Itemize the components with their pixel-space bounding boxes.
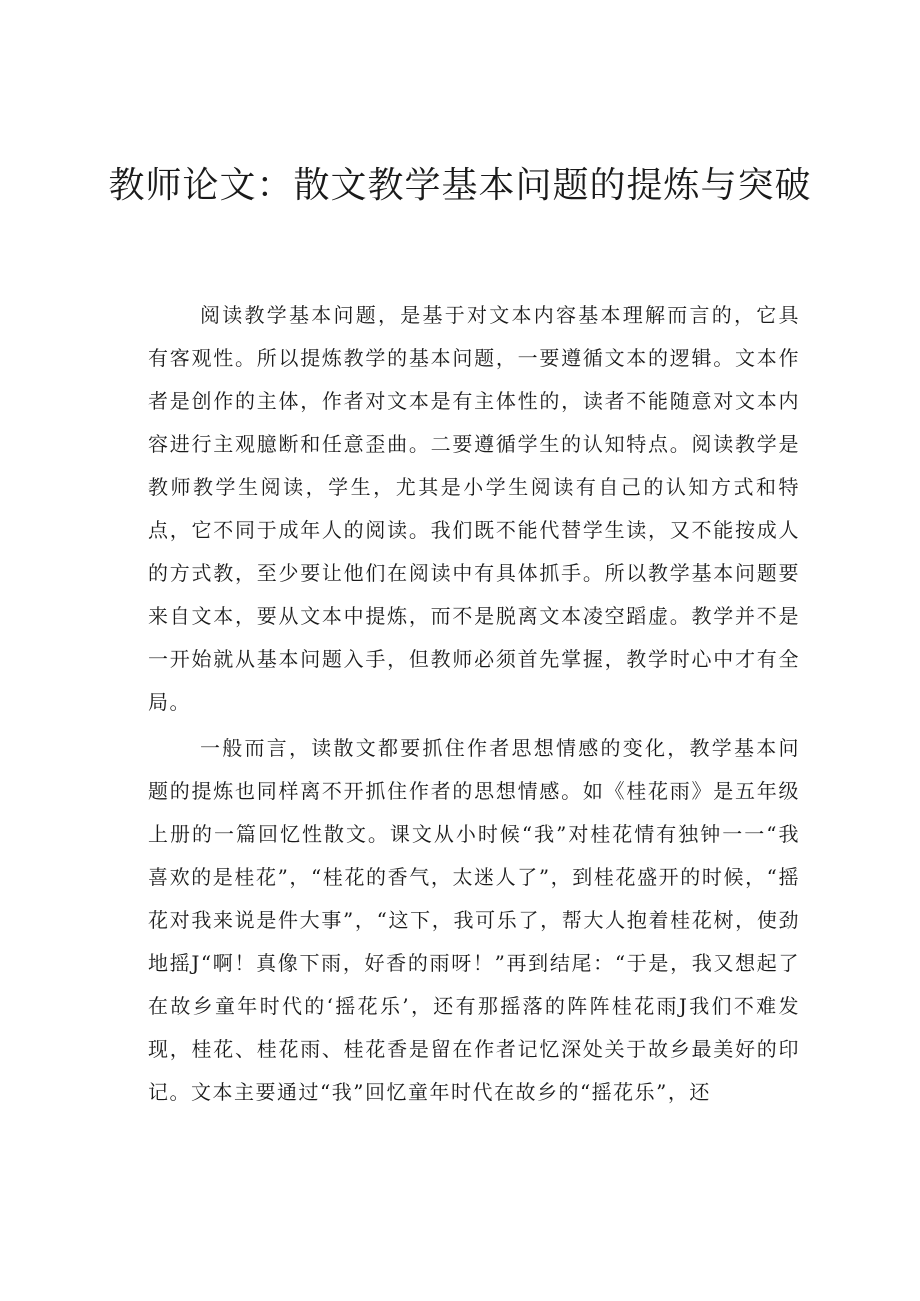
paragraph-2: 一般而言，读散文都要抓住作者思想情感的变化，教学基本问题的提炼也同样离不开抓住作者的思想情感。如《桂花雨》是五年级上册的一篇回忆性散文。课文从小时候“我”对桂花情有独钟一一“我喜欢的是桂花”，“桂花的香气，太迷人了”，到桂花盛开的时候，“摇花对我来说是件大事”，“这下，我可乐了，帮大人抱着桂花树，使劲地摇J“啊！真像下雨，好香的雨呀！”再到结尾：“于是，我又想起了在故乡童年时代的‘摇花乐’，还有那摇落的阵阵桂花雨J我们不难发现，桂花、桂花雨、桂花香是留在作者记忆深处关于故乡最美好的印记。文本主要通过“我”回忆童年时代在故乡的“摇花乐”，还 xyxy=(148,736,800,1104)
document-title: 教师论文：散文教学基本问题的提炼与突破 xyxy=(108,165,812,206)
paragraph-1: 阅读教学基本问题，是基于对文本内容基本理解而言的，它具有客观性。所以提炼教学的基本问题，一要遵循文本的逻辑。文本作者是创作的主体，作者对文本是有主体性的，读者不能随意对文本内容进行主观臆断和任意歪曲。二要遵循学生的认知特点。阅读教学是教师教学生阅读，学生，尤其是小学生阅读有自己的认知方式和特点，它不同于成年人的阅读。我们既不能代替学生读，又不能按成人的方式教，至少要让他们在阅读中有具体抓手。所以教学基本问题要来自文本，要从文本中提炼，而不是脱离文本凌空蹈虚。教学并不是一开始就从基本问题入手，但教师必须首先掌握，教学时心中才有全局。 xyxy=(148,303,800,714)
